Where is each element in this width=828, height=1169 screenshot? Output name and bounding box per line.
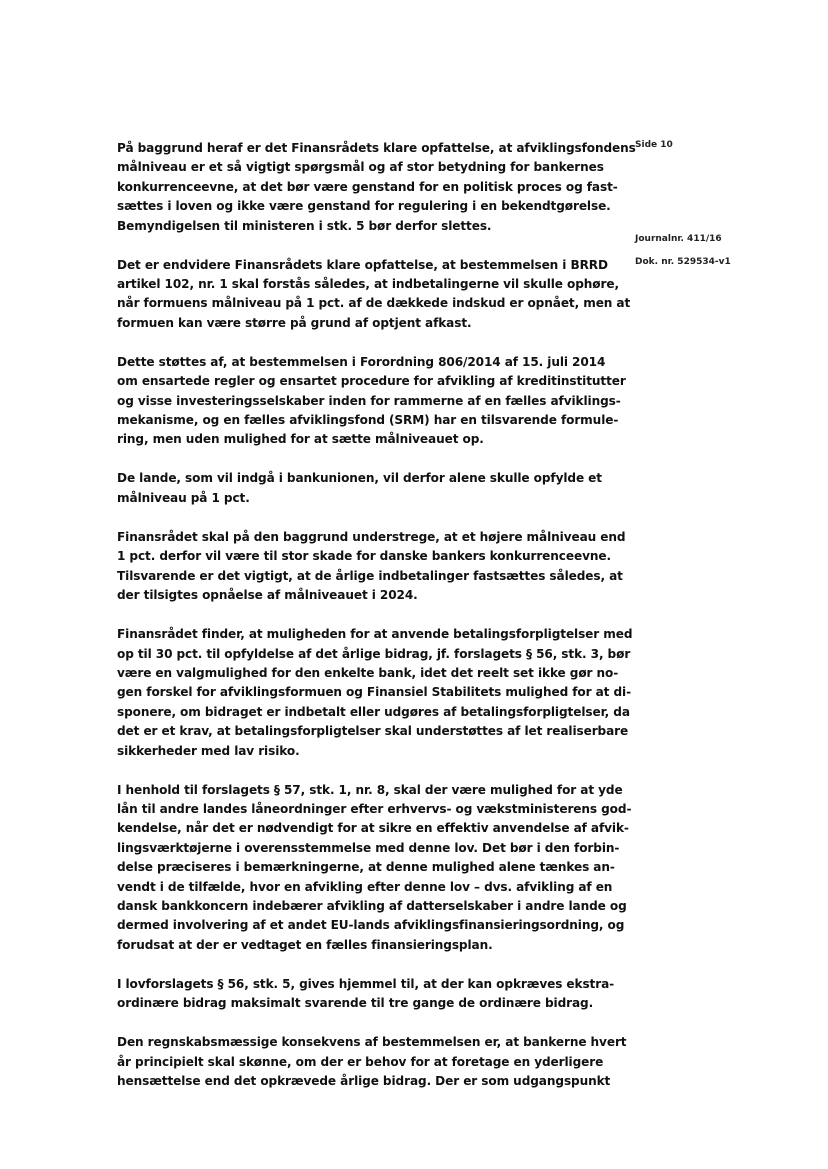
text-line: der tilsigtes opnåelse af målniveauet i 2024. [117,588,418,603]
text-line: ring, men uden mulighed for at sætte målniveauet op. [117,432,484,447]
text-line: mekanisme, og en fælles afviklingsfond (SRM) har en tilsvarende formule- [117,413,619,428]
text-line: kendelse, når det er nødvendigt for at sikre en effektiv anvendelse af afvik- [117,821,629,836]
paragraph [117,256,631,334]
text-line: konkurrenceevne, at det bør være genstand for en politisk proces og fast- [117,179,618,194]
text-line: Bemyndigelsen til ministeren i stk. 5 bør derfor slettes. [117,218,492,233]
text-line: op til 30 pct. til opfyldelse af det årlige bidrag, jf. forslagets § 56, stk. 3, bør [117,646,631,661]
text-line: dansk bankkoncern indebærer afvikling af datterselskaber i andre lande og [117,898,627,913]
text-line: ordinære bidrag maksimalt svarende til tre gange de ordinære bidrag. [117,996,594,1011]
text-line: lingsværktøjerne i overensstemmelse med denne lov. Det bør i den forbin- [117,840,620,855]
text-line: I henhold til forslagets § 57, stk. 1, nr. 8, skal der være mulighed for at yde [117,782,623,797]
text-line: sikkerheder med lav risiko. [117,743,300,758]
text-line: Finansrådet skal på den baggrund understrege, at et højere målniveau end [117,529,626,544]
journal-number: Journalnr. 411/16 [635,234,722,244]
text-line: det er et krav, at betalingsforpligtelser skal understøttes af let realiserbare [117,724,629,739]
paragraph [117,528,626,606]
paragraph [117,353,626,450]
paragraph [117,781,632,956]
paragraph [117,1033,627,1091]
paragraph [117,469,607,508]
text-line: være en valgmulighed for den enkelte bank, idet det reelt set ikke gør no- [117,665,619,680]
text-line: I lovforslagets § 56, stk. 5, gives hjemmel til, at der kan opkræves ekstra- [117,976,615,991]
document-body [117,139,636,1111]
text-line: formuen kan være større på grund af optjent afkast. [117,315,472,330]
text-line: artikel 102, nr. 1 skal forstås således, at indbetalingerne vil skulle ophøre, [117,277,619,292]
text-line: om ensartede regler og ensartet procedure for afvikling af kreditinstitutter [117,374,626,389]
page-number: Side 10 [635,140,673,150]
text-line: Den regnskabsmæssige konsekvens af bestemmelsen er, at bankerne hvert [117,1035,627,1050]
text-line: når formuens målniveau på 1 pct. af de dækkede indskud er opnået, men at [117,296,631,311]
text-line: lån til andre landes låneordninger efter erhvervs- og vækstministerens god- [117,801,632,816]
text-line: De lande, som vil indgå i bankunionen, vil derfor alene skulle opfylde et [117,471,602,486]
text-line: Tilsvarende er det vigtigt, at de årlige indbetalinger fastsættes således, at [117,568,623,583]
text-line: målniveau er et så vigtigt spørgsmål og af stor betydning for bankernes [117,160,604,175]
text-line: vendt i de tilfælde, hvor en afvikling efter denne lov – dvs. afvikling af en [117,879,613,894]
paragraph [117,625,633,761]
text-line: forudsat at der er vedtaget en fælles finansieringsplan. [117,937,493,952]
document-number: Dok. nr. 529534-v1 [635,257,731,267]
text-line: Finansrådet finder, at muligheden for at anvende betalingsforpligtelser med [117,627,633,642]
text-line: og visse investeringsselskaber inden for rammerne af en fælles afviklings- [117,393,621,408]
text-line: dermed involvering af et andet EU-lands afviklingsfinansieringsordning, og [117,918,625,933]
paragraph [117,975,615,1014]
paragraph [117,139,636,236]
text-line: gen forskel for afviklingsformuen og Finansiel Stabilitets mulighed for at di- [117,685,631,700]
text-line: år principielt skal skønne, om der er behov for at foretage en yderligere [117,1054,604,1069]
text-line: sættes i loven og ikke være genstand for regulering i en bekendtgørelse. [117,199,611,214]
text-line: Dette støttes af, at bestemmelsen i Forordning 806/2014 af 15. juli 2014 [117,354,606,369]
text-line: målniveau på 1 pct. [117,490,250,505]
text-line: 1 pct. derfor vil være til stor skade for danske bankers konkurrenceevne. [117,549,611,564]
text-line: Det er endvidere Finansrådets klare opfattelse, at bestemmelsen i BRRD [117,257,608,272]
text-line: hensættelse end det opkrævede årlige bidrag. Der er som udgangspunkt [117,1074,611,1088]
text-line: delse præciseres i bemærkningerne, at denne mulighed alene tænkes an- [117,860,615,875]
text-line: På baggrund heraf er det Finansrådets klare opfattelse, at afviklingsfondens [117,141,636,155]
text-line: sponere, om bidraget er indbetalt eller udgøres af betalingsforpligtelser, da [117,704,630,719]
